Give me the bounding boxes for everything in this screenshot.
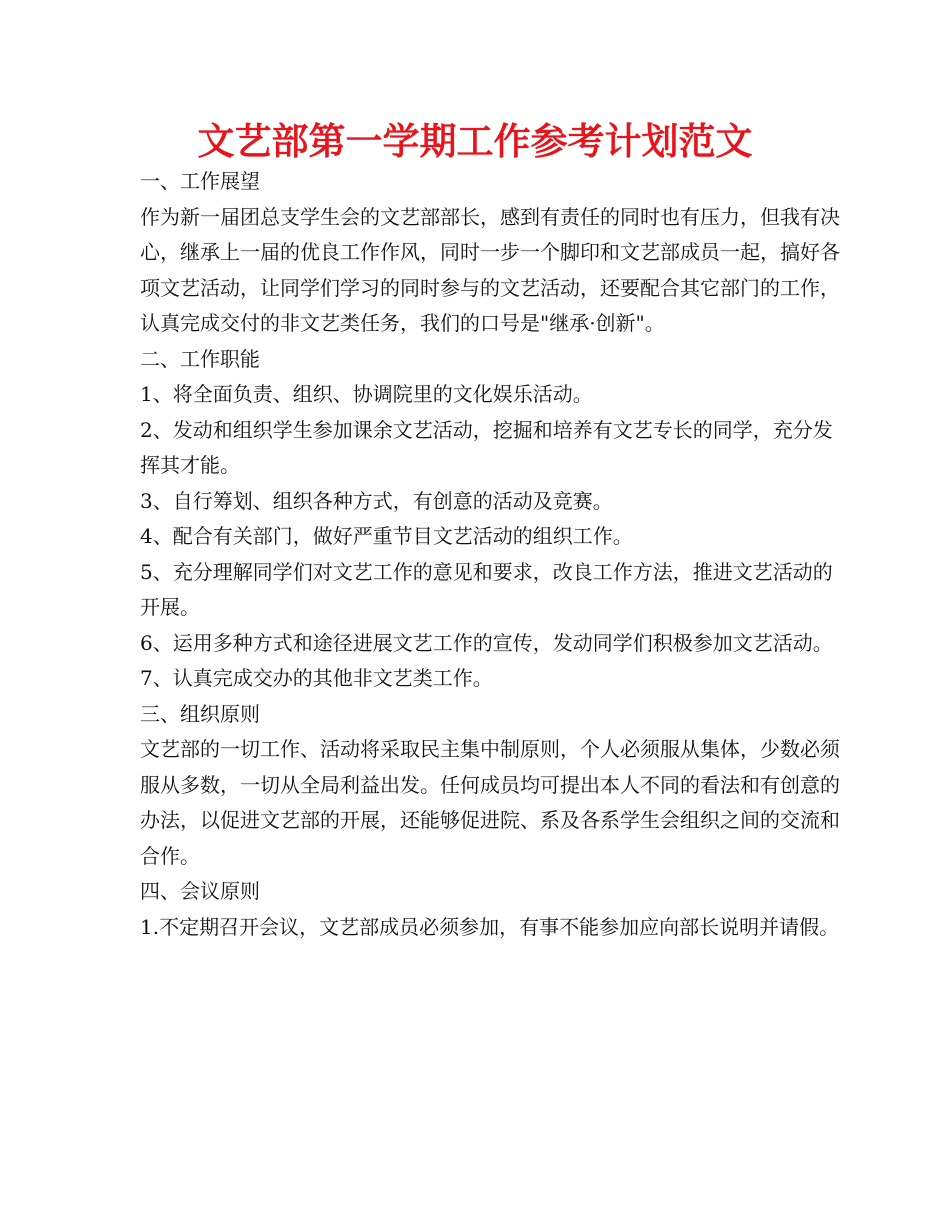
paragraph-principles: 文艺部的一切工作、活动将采取民主集中制原则，个人必须服从集体，少数必须服从多数，一切从全局利益出发。任何成员均可提出本人不同的看法和有创意的办法，以促进文艺部的开展，还能够促进院、系及各系学生会组织之间的交流和合作。 (140, 737, 840, 868)
section-heading-outlook: 一、工作展望 (140, 169, 260, 193)
section-heading-principles: 三、组织原则 (140, 701, 260, 726)
paragraph-outlook: 作为新一届团总支学生会的文艺部部长，感到有责任的同时也有压力，但我有决心，继承上一届的优良工作作风，同时一步一个脚印和文艺部成员一起，搞好各项文艺活动，让同学们学习的同时参与的文艺活动，还要配合其它部门的工作，认真完成交付的非文艺类任务，我们的口号是"继承·创新"。 (140, 204, 840, 335)
list-item-function-6: 6、运用多种方式和途径进展文艺工作的宣传，发动同学们积极参加文艺活动。 (140, 630, 833, 655)
list-item-function-2: 2、发动和组织学生参加课余文艺活动，挖掘和培养有文艺专长的同学，充分发挥其才能。 (140, 417, 833, 477)
section-heading-meetings: 四、会议原则 (140, 879, 260, 903)
list-item-function-1: 1、将全面负责、组织、协调院里的文化娱乐活动。 (140, 382, 593, 406)
section-heading-functions: 二、工作职能 (140, 346, 260, 371)
list-item-function-3: 3、自行筹划、组织各种方式，有创意的活动及竞赛。 (140, 488, 613, 513)
list-item-function-4: 4、配合有关部门，做好严重节目文艺活动的组织工作。 (140, 524, 633, 548)
document-body (140, 164, 840, 945)
document-title: 文艺部第一学期工作参考计划范文 (197, 120, 753, 163)
list-item-function-5: 5、充分理解同学们对文艺工作的意见和要求，改良工作方法，推进文艺活动的开展。 (140, 559, 833, 619)
list-item-function-7: 7、认真完成交办的其他非文艺类工作。 (140, 666, 493, 690)
list-item-meeting-1: 1.不定期召开会议，文艺部成员必须参加，有事不能参加应向部长说明并请假。 (140, 914, 840, 939)
